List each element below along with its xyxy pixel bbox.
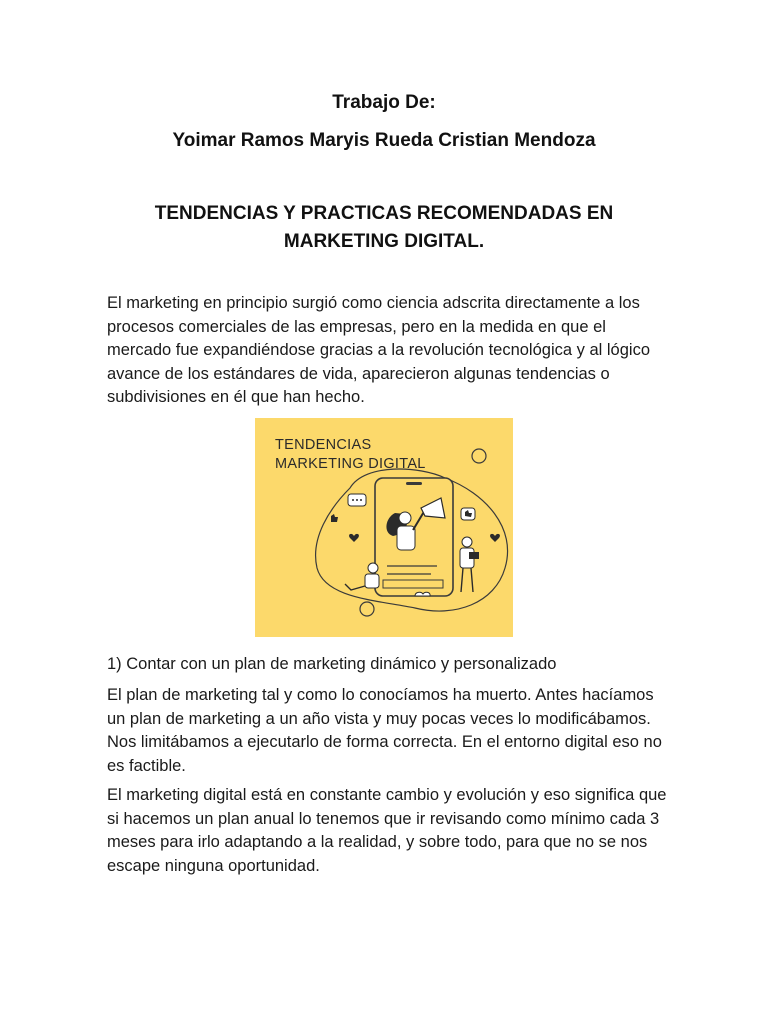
heart-icon bbox=[490, 534, 500, 542]
marketing-illustration bbox=[255, 418, 513, 637]
title-line-2: MARKETING DIGITAL. bbox=[283, 231, 485, 252]
woman-body bbox=[397, 526, 415, 550]
section-1-paragraph-2: El marketing digital está en constante cambio y evolución y eso significa que si hacemos un plan anual lo tenemos que ir revisando como mínimo cada 3 meses para irlo adaptando a la realidad, y sobre todo, para que no se nos escape ninguna oportunidad. bbox=[107, 786, 667, 875]
thumbs-up-icon bbox=[331, 514, 338, 522]
section-1-heading: 1) Contar con un plan de marketing dinámico y personalizado bbox=[107, 655, 557, 673]
chat-dot bbox=[360, 499, 362, 501]
work-by-label: Trabajo De: bbox=[332, 92, 436, 113]
cloud-icon bbox=[415, 592, 430, 596]
intro-paragraph: El marketing en principio surgió como ciencia adscrita directamente a los procesos comerciales de las empresas, pero en la medida en que el mercado fue expandiéndose gracias a la revolución tecnológica y al lógico avance de los estándares de vida, aparecieron algunas tendencias o subdivisiones en él que han hecho. bbox=[107, 294, 651, 406]
authors-line: Yoimar Ramos Maryis Rueda Cristian Mendoza bbox=[172, 130, 596, 151]
chat-dot bbox=[356, 499, 358, 501]
illustration-drawing bbox=[255, 418, 513, 637]
woman-head bbox=[399, 512, 411, 524]
illustration-caption-line-1: TENDENCIAS bbox=[275, 437, 372, 453]
laptop-icon bbox=[469, 552, 479, 559]
document-title bbox=[100, 200, 668, 256]
chat-dot bbox=[352, 499, 354, 501]
seated-person-body bbox=[365, 574, 379, 588]
circle-decor-icon bbox=[360, 602, 374, 616]
phone-speaker bbox=[406, 482, 422, 485]
seated-person-legs bbox=[345, 584, 365, 590]
illustration-caption-line-2: MARKETING DIGITAL bbox=[275, 456, 426, 472]
circle-decor-icon bbox=[472, 449, 486, 463]
man-legs bbox=[461, 568, 473, 592]
man-head bbox=[462, 537, 472, 547]
seated-person-head bbox=[368, 563, 378, 573]
title-line-1: TENDENCIAS Y PRACTICAS RECOMENDADAS EN bbox=[154, 203, 614, 224]
section-1-paragraph-1: El plan de marketing tal y como lo conocíamos ha muerto. Antes hacíamos un plan de marketing a un año vista y muy pocas veces lo modificábamos. Nos limitábamos a ejecutarlo de forma correcta. En el entorno digital eso no es factible. bbox=[107, 686, 662, 775]
heart-icon bbox=[349, 534, 359, 542]
